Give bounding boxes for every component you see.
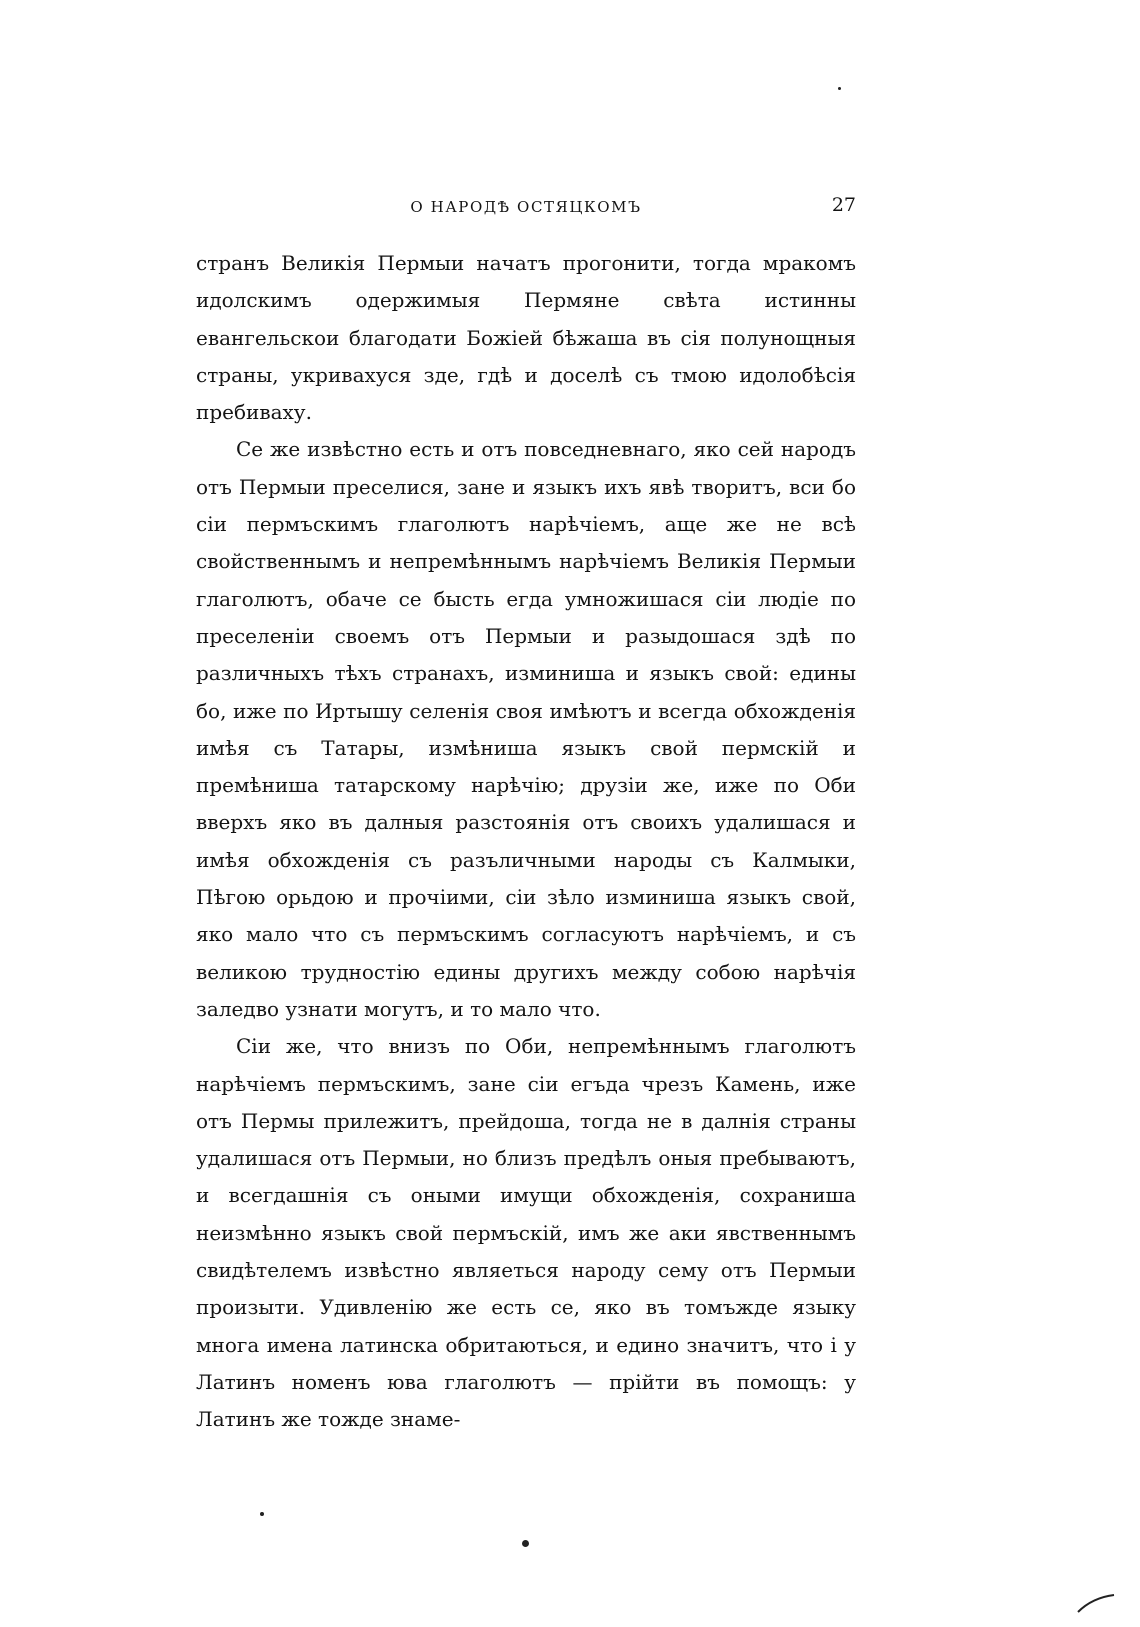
body-text: [196, 245, 856, 1439]
ink-speck: [260, 1512, 264, 1516]
pen-stroke-mark: [1076, 1592, 1116, 1614]
paragraph-1: странъ Великія Пермыи начатъ прогонити, тогда мракомъ идолскимъ одержимыя Пермяне свѣта истинны евангельскои благодати Божіей бѣжаша въ сія полунощныя страны, укривахуся зде, гдѣ и доселѣ съ тмою идолобѣсія пребиваху.: [196, 251, 856, 425]
running-title: О НАРОДѢ ОСТЯЦКОМЪ: [410, 198, 642, 216]
paragraph-3: Сіи же, что внизъ по Оби, непремѣннымъ глаголютъ нарѣчіемъ пермъскимъ, зане сіи егъда чрезъ Камень, иже отъ Пермы прилежитъ, прейдоша, тогда не в далнія страны удалишася отъ Пермыи, но близъ предѣлъ оныя пребываютъ, и всегдашнія съ оными имущи обхожденія, сохраниша неизмѣнно языкъ свой пермъскій, имъ же аки явственнымъ свидѣтелемъ извѣстно являеться народу сему отъ Пермыи произыти. Удивленію же есть се, яко въ томъжде языку многа имена латинска обритаються, и едино значитъ, что і у Латинъ номенъ юва глаголютъ — прійти въ помощъ: у Латинъ же тожде знаме-: [196, 1034, 856, 1432]
page-number: 27: [831, 194, 856, 216]
ink-speck: [522, 1540, 529, 1547]
page-header: [196, 186, 856, 226]
paragraph-2: Се же извѣстно есть и отъ повседневнаго, яко сей народъ отъ Пермыи преселися, зане и языкъ ихъ явѣ творитъ, вси бо сіи пермъскимъ глаголютъ нарѣчіемъ, аще же не всѣ свойственнымъ и непремѣннымъ нарѣчіемъ Великія Пермыи глаголютъ, обаче се бысть егда умножишася сіи людіе по преселеніи своемъ отъ Пермыи и разыдошася здѣ по различныхъ тѣхъ странахъ, изминиша и языкъ свой: едины бо, иже по Иртышу селенія своя имѣютъ и всегда обхожденія имѣя съ Татары, измѣниша языкъ свой пермскій и премѣниша татарскому нарѣчію; друзіи же, иже по Оби вверхъ яко въ далныя разстоянія отъ своихъ удалишася и имѣя обхожденія съ разъличными народы съ Калмыки, Пѣгою орьдою и прочіими, сіи зѣло изминиша языкъ свой, яко мало что съ пермъскимъ согласуютъ нарѣчіемъ, и съ великою трудностію едины другихъ между собою нарѣчія заледво узнати могутъ, и то мало что.: [196, 437, 856, 1021]
ink-speck: [838, 87, 841, 90]
